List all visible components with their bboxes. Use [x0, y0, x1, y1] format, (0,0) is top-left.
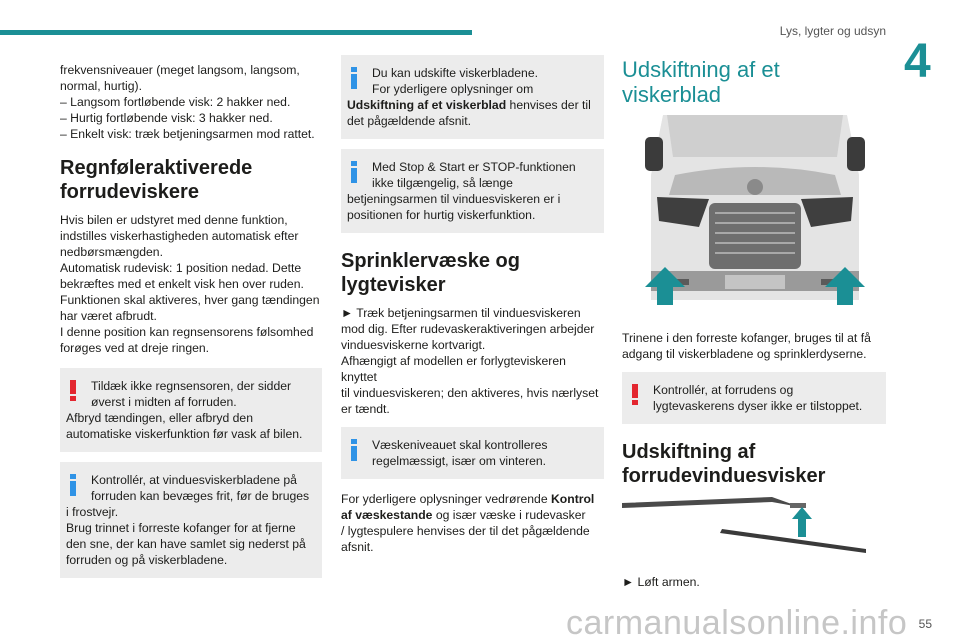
- steps-caption: Trinene i den forreste kofanger, bruges til at få adgang til viskerbladene og sprinklerdyserne.: [622, 331, 871, 361]
- warning-box: Tildæk ikke regnsensoren, der sidder øverst i midten af forruden. Afbryd tændingen, eller afbryd den automatiske viskerfunktion før vask af bilen.: [60, 368, 322, 452]
- wiper-arm-illustration: [622, 493, 866, 555]
- brand-logo-icon: [747, 179, 763, 195]
- step-lift-arm: ► Løft armen.: [622, 575, 700, 589]
- chapter-number: 4: [904, 35, 931, 88]
- info-box: Væskeniveauet skal kontrolleres regelmæssigt, især om vinteren.: [341, 427, 604, 479]
- heading-replace-front-wiper: Udskiftning af forrudevinduesvisker: [622, 441, 826, 487]
- page-number: 55: [918, 617, 932, 631]
- warning-icon: [69, 380, 77, 402]
- intro-text: frekvensniveauer (meget langsom, langsom, normal, hurtig). – Langsom fortløbende visk: 2 hakker ned. – Hurtig fortløbende visk: 3 hakker ned. – Enkelt visk: træk betjeningsarmen mod rattet.: [60, 63, 315, 141]
- washer-body: ► Træk betjeningsarmen til vinduesviskeren mod dig. Efter rudevaskeraktiveringen arbejder vinduesviskerne kortvarigt. Afhængigt af modellen er forlygteviskeren knyttet til vinduesviskeren; den aktiveres, hvis nærlyset er tændt.: [341, 306, 599, 416]
- fluid-reference-text: For yderligere oplysninger vedrørende Kontrol af væskestande og især væske i rudevasker / lygtespulere henvises der til det pågældende afsnit.: [341, 492, 595, 554]
- right-mirror-icon: [847, 137, 865, 171]
- column-3-lower: [622, 330, 886, 488]
- left-mirror-icon: [645, 137, 663, 171]
- info-icon: [351, 67, 357, 89]
- header-accent-bar: [0, 30, 472, 35]
- van-front-illustration: [645, 115, 865, 305]
- heading-rain-sensor: Regnføleraktiverede forrudeviskere: [60, 157, 253, 203]
- watermark: carmanualsonline.info: [566, 604, 908, 640]
- column-3: [622, 57, 886, 107]
- warning-icon: [631, 384, 639, 406]
- column-1: [60, 62, 322, 578]
- info-box: Kontrollér, at vinduesviskerbladene på forruden kan bevæges frit, før de bruges i frostvejr. Brug trinnet i forreste kofanger for at fjerne den sne, der kan have samlet sig nederst på forruden og på viskerbladene.: [60, 462, 322, 578]
- info-box: Du kan udskifte viskerbladene. For yderligere oplysninger om Udskiftning af et viskerblad henvises der til det pågældende afsnit.: [341, 55, 604, 139]
- info-icon: [70, 474, 76, 496]
- info-icon: [351, 161, 357, 183]
- warning-box: Kontrollér, at forrudens og lygtevaskerens dyser ikke er tilstoppet.: [622, 372, 886, 424]
- info-icon: [351, 439, 357, 461]
- column-2: [341, 55, 604, 555]
- info-box: Med Stop & Start er STOP-funktionen ikke tilgængelig, så længe betjeningsarmen til vinduesviskeren er i positionen for hurtig viskerfunktion.: [341, 149, 604, 233]
- heading-washer: Sprinklervæske og lygtevisker: [341, 250, 520, 296]
- rain-sensor-body: Hvis bilen er udstyret med denne funktion, indstilles viskerhastigheden automatisk efter nedbørsmængden. Automatisk rudevisk: 1 position nedad. Dette bekræftes med et enkelt visk hen over ruden. Funktionen skal aktiveres, hver gang tændingen har været afbrudt. I denne position kan regnsensorens følsomhed forøges ved at dreje ringen.: [60, 213, 320, 355]
- arrow-up-icon: [792, 507, 812, 537]
- heading-replace-blade: Udskiftning af et viskerblad: [622, 57, 780, 107]
- section-title: Lys, lygter og udsyn: [779, 24, 886, 38]
